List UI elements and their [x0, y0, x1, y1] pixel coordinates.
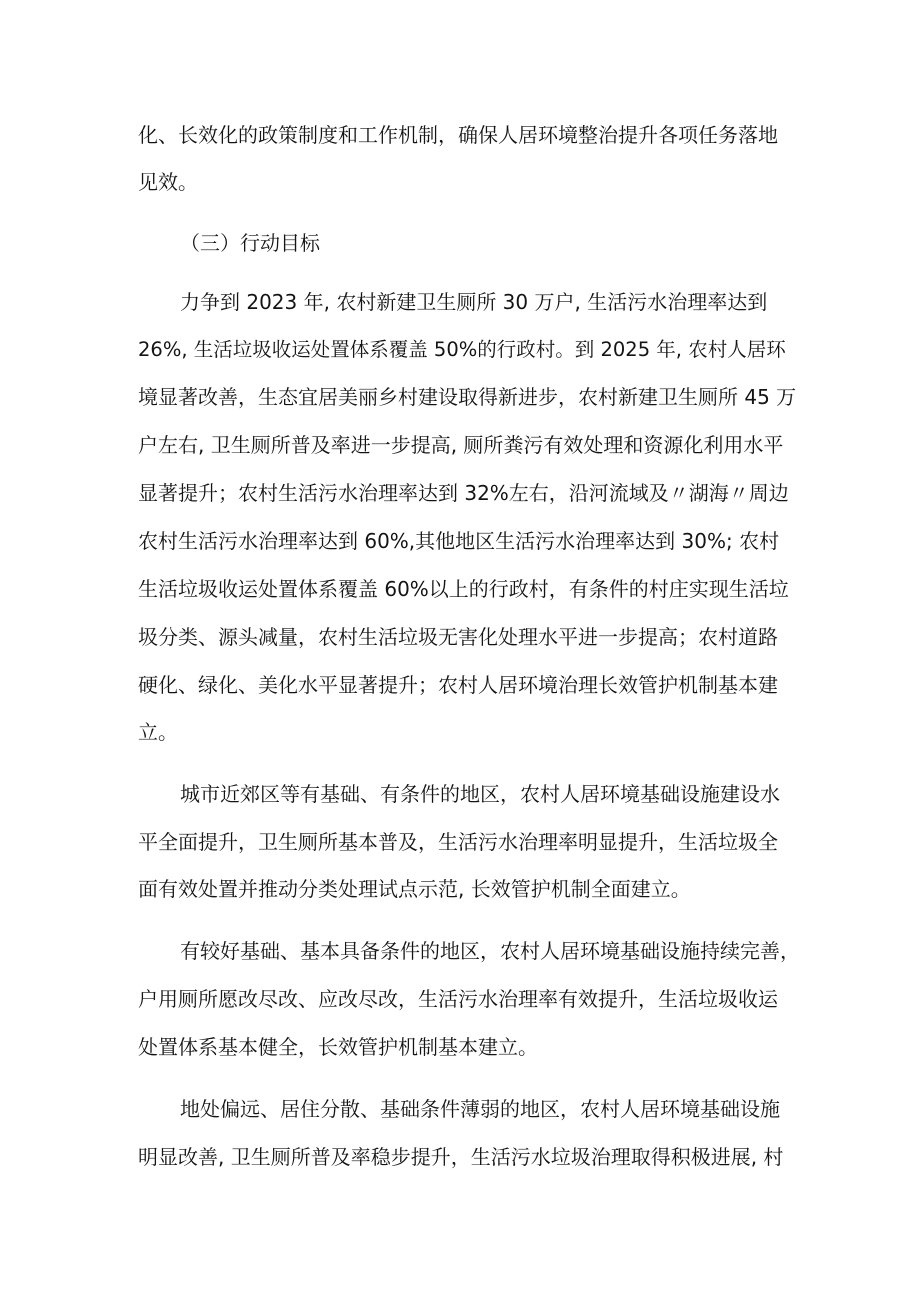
- text-line: 化、长效化的政策制度和工作机制，确保人居环境整治提升各项任务落地: [138, 123, 778, 147]
- text-line: 面有效处置并推动分类处理试点示范, 长效管护机制全面建立。: [138, 877, 691, 901]
- text-line: 地处偏远、居住分散、基础条件薄弱的地区，农村人居环境基础设施: [180, 1097, 780, 1121]
- text-line: 农村生活污水治理率达到 60%,其他地区生活污水治理率达到 30%; 农村: [138, 529, 780, 553]
- text-line: 有较好基础、基本具备条件的地区，农村人居环境基础设施持续完善，: [180, 939, 800, 963]
- text-line: 圾分类、源头减量，农村生活垃圾无害化处理水平进一步提高；农村道路: [138, 625, 778, 649]
- text-line: 26%, 生活垃圾收运处置体系覆盖 50%的行政村。到 2025 年, 农村人居环: [138, 338, 786, 361]
- text-line: 显著提升；农村生活污水治理率达到 32%左右，沿河流域及〃湖海〃周边: [138, 481, 789, 505]
- text-line: 见效。: [138, 170, 198, 194]
- text-line: 硬化、绿化、美化水平显著提升；农村人居环境治理长效管护机制基本建: [138, 673, 778, 697]
- text-line: 立。: [138, 720, 178, 744]
- text-line: 力争到 2023 年, 农村新建卫生厕所 30 万户, 生活污水治理率达到: [180, 290, 768, 314]
- text-line: 境显著改善，生态宜居美丽乡村建设取得新进步，农村新建卫生厕所 45 万: [138, 385, 797, 409]
- text-line: 处置体系基本健全，长效管护机制基本建立。: [138, 1035, 538, 1059]
- text-line: 户用厕所愿改尽改、应改尽改，生活污水治理率有效提升，生活垃圾收运: [138, 987, 778, 1011]
- text-line: 生活垃圾收运处置体系覆盖 60%以上的行政村，有条件的村庄实现生活垃: [138, 577, 789, 601]
- section-heading: （三）行动目标: [180, 231, 320, 255]
- text-line: 平全面提升，卫生厕所基本普及，生活污水治理率明显提升，生活垃圾全: [138, 830, 778, 854]
- text-line: 户左右, 卫生厕所普及率进一步提高, 厕所粪污有效处理和资源化利用水平: [138, 433, 784, 457]
- text-line: 城市近郊区等有基础、有条件的地区，农村人居环境基础设施建设水: [180, 782, 780, 806]
- text-line: 明显改善, 卫生厕所普及率稳步提升，生活污水垃圾治理取得积极进展, 村: [138, 1145, 784, 1169]
